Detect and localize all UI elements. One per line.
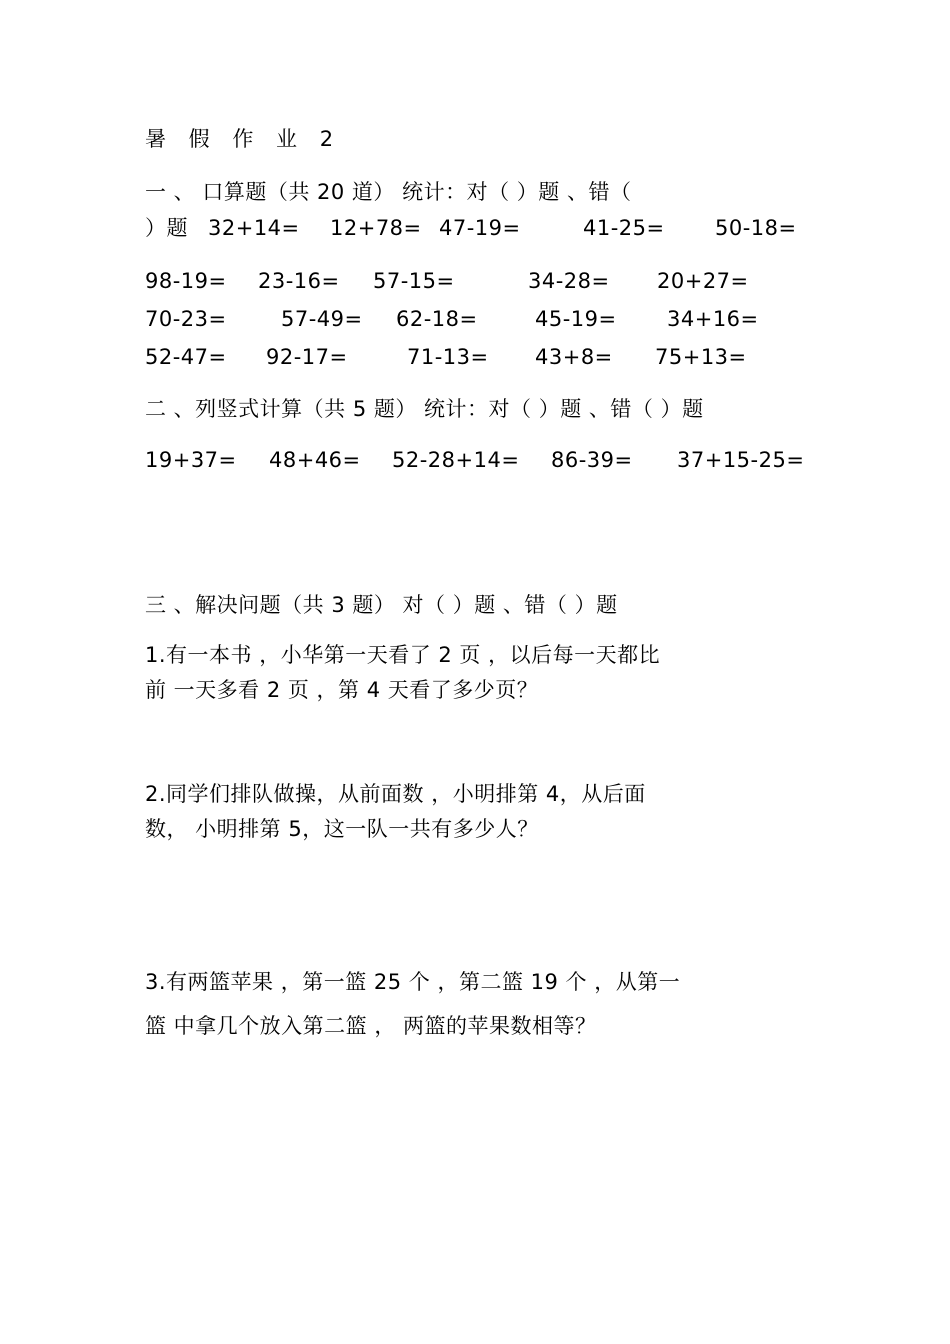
problem: 52-28+14= xyxy=(392,448,520,472)
problem: 43+8= xyxy=(535,345,613,369)
problem: 92-17= xyxy=(266,345,348,369)
problem: 19+37= xyxy=(145,448,237,472)
section1-row2 xyxy=(0,271,950,295)
problem: 75+13= xyxy=(655,345,747,369)
problem: 34-28= xyxy=(528,269,610,293)
question1-line2: 前 一天多看 2 页 ，第 4 天看了多少页？ xyxy=(145,678,539,702)
section1-row3 xyxy=(0,309,950,333)
problem: 98-19= xyxy=(145,269,227,293)
section1-row1-lead: ）题 xyxy=(145,216,188,240)
problem: 12+78= xyxy=(330,216,422,240)
problem: 20+27= xyxy=(657,269,749,293)
question2-line2: 数， 小明排第 5，这一队一共有多少人？ xyxy=(145,817,539,841)
problem: 62-18= xyxy=(396,307,478,331)
problem: 48+46= xyxy=(269,448,361,472)
section1-heading: 一 、 口算题（共 20 道） 统计：对（ ）题 、错（ xyxy=(145,180,632,204)
problem: 50-18= xyxy=(715,216,797,240)
page-title: 暑 假 作 业 2 xyxy=(145,127,342,151)
question3-line1: 3.有两篮苹果 ，第一篮 25 个 ，第二篮 19 个 ，从第一 xyxy=(145,970,681,994)
question3-line2: 篮 中拿几个放入第二篮 ， 两篮的苹果数相等？ xyxy=(145,1014,597,1038)
problem: 52-47= xyxy=(145,345,227,369)
problem: 41-25= xyxy=(583,216,665,240)
problem: 23-16= xyxy=(258,269,340,293)
section1-row1 xyxy=(0,218,950,242)
problem: 57-15= xyxy=(373,269,455,293)
problem: 32+14= xyxy=(208,216,300,240)
section3-heading: 三 、解决问题（共 3 题） 对（ ）题 、错（ ）题 xyxy=(145,593,618,617)
problem: 71-13= xyxy=(407,345,489,369)
problem: 37+15-25= xyxy=(677,448,805,472)
problem: 47-19= xyxy=(439,216,521,240)
section2-heading: 二 、列竖式计算（共 5 题） 统计：对（ ）题 、错（ ）题 xyxy=(145,397,704,421)
problem: 70-23= xyxy=(145,307,227,331)
section1-row4 xyxy=(0,347,950,371)
problem: 86-39= xyxy=(551,448,633,472)
problem: 57-49= xyxy=(281,307,363,331)
problem: 45-19= xyxy=(535,307,617,331)
section2-row xyxy=(0,450,950,474)
problem: 34+16= xyxy=(667,307,759,331)
question1-line1: 1.有一本书 ，小华第一天看了 2 页 ，以后每一天都比 xyxy=(145,643,661,667)
question2-line1: 2.同学们排队做操，从前面数 ，小明排第 4，从后面 xyxy=(145,782,646,806)
